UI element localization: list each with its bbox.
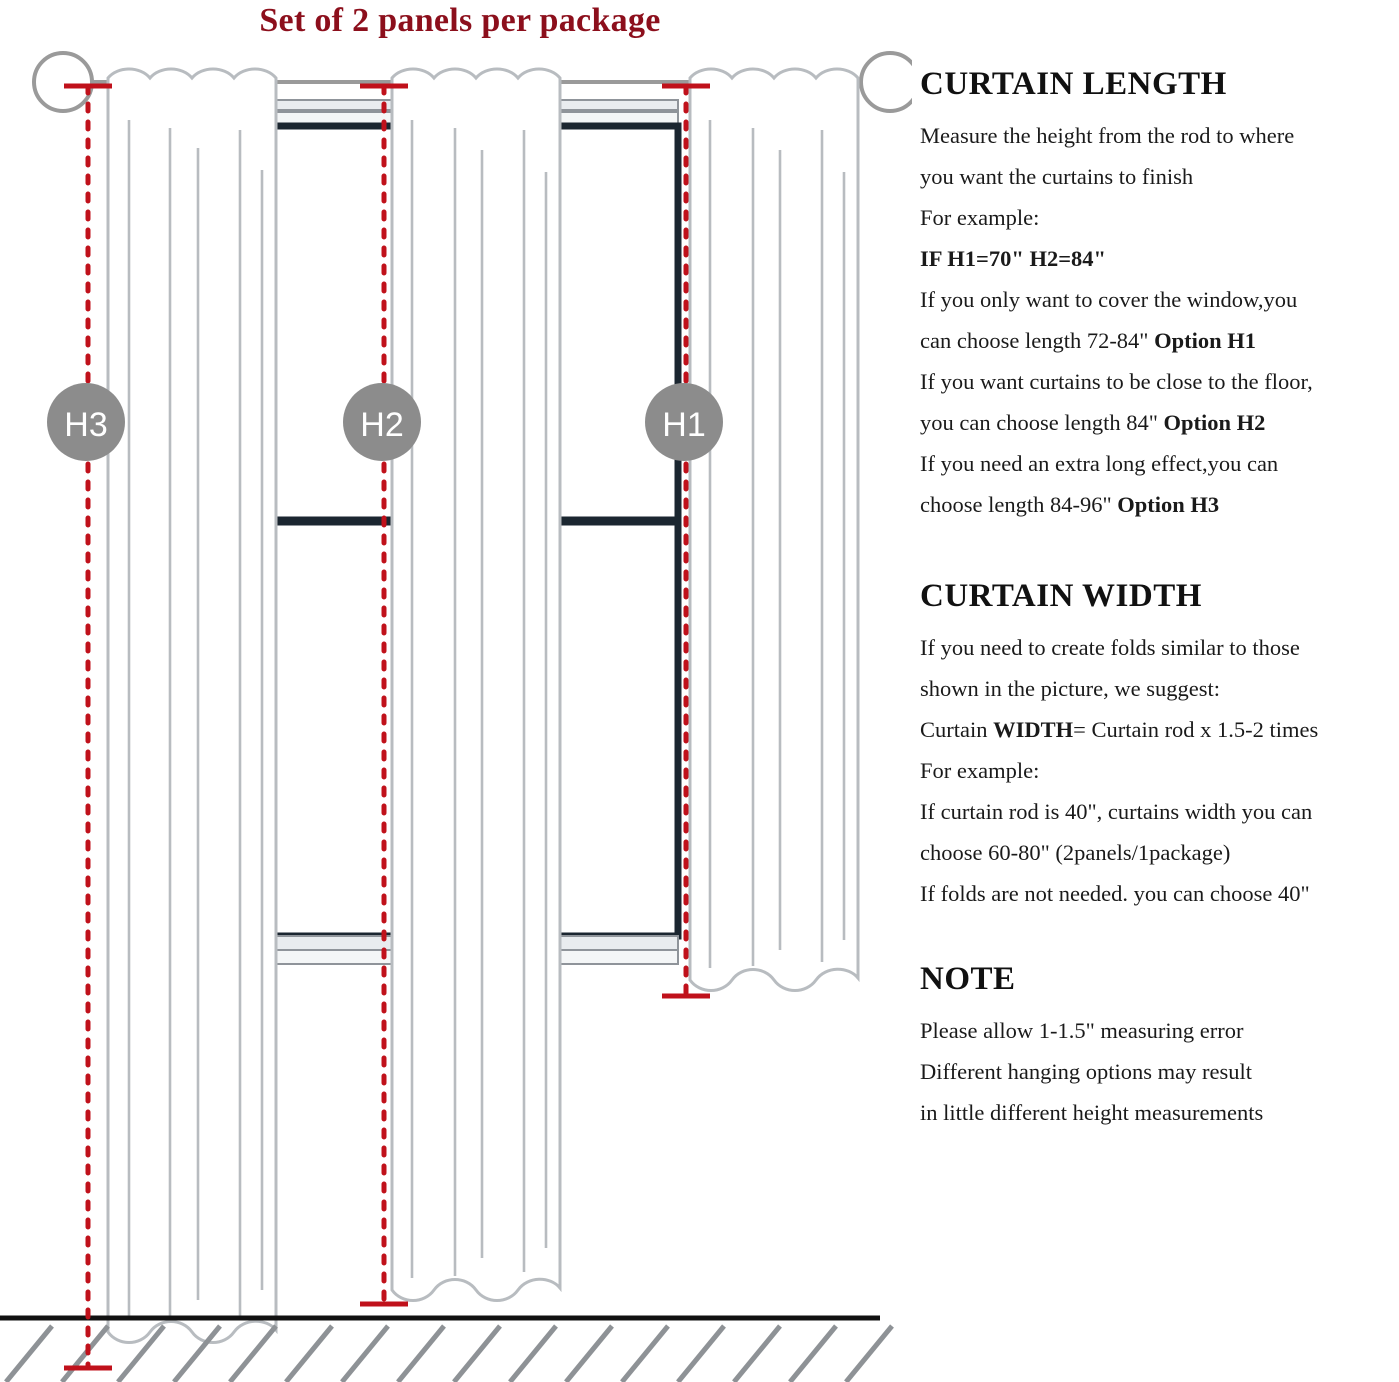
section-spacer [920,915,1396,961]
text-line: For example: [920,205,1040,231]
section-curtain-width-body [920,628,1396,915]
text-line: If you only want to cover the window,you [920,287,1298,313]
section-curtain-width [920,578,1396,915]
section-curtain-width-heading: CURTAIN WIDTH [920,577,1202,614]
text-line: For example: [920,757,1040,783]
text-line-option-h2: you can choose length 84" Option H2 [920,409,1266,435]
section-curtain-length [920,66,1396,526]
text-line: choose 60-80" (2panels/1package) [920,839,1231,865]
text-line: If you need to create folds similar to those [920,634,1300,660]
text-line: shown in the picture, we suggest: [920,675,1220,701]
text-line: If curtain rod is 40", curtains width you can [920,798,1313,824]
curtain-panel-icon [392,69,560,1301]
section-spacer [920,526,1396,578]
label-h1-text: H1 [662,406,706,444]
section-note-heading: NOTE [920,960,1016,997]
text-line: you want the curtains to finish [920,164,1194,190]
text-line: If you want curtains to be close to the floor, [920,368,1313,394]
text-line: Different hanging options may result [920,1058,1253,1084]
instructions-column [920,66,1396,1382]
text-line-option-h3: choose length 84-96" Option H3 [920,491,1220,517]
text-line: Please allow 1-1.5" measuring error [920,1017,1244,1043]
text-line: in little different height measurements [920,1099,1264,1125]
section-curtain-length-heading: CURTAIN LENGTH [920,66,1227,102]
label-h2-text: H2 [360,406,404,444]
curtain-panel-icon [690,69,858,991]
text-line-option-h1: can choose length 72-84" Option H1 [920,327,1257,353]
text-line: If folds are not needed. you can choose 40" [920,880,1310,906]
page-title: Set of 2 panels per package [259,2,661,39]
text-line: If you need an extra long effect,you can [920,450,1279,476]
curtain-panel-icon [108,69,276,1343]
section-curtain-length-body [920,116,1396,525]
section-note [920,961,1396,1134]
label-h2 [343,383,421,461]
text-line-width-formula: Curtain WIDTH= Curtain rod x 1.5-2 times [920,716,1319,742]
label-h1 [645,383,723,461]
section-note-body [920,1011,1396,1134]
text-line: Measure the height from the rod to where [920,123,1295,149]
label-h3-text: H3 [64,406,108,444]
text-line-example-values: IF H1=70" H2=84" [920,246,1107,272]
label-h3 [47,383,125,461]
dotted-measure-line-icon [64,86,112,1368]
